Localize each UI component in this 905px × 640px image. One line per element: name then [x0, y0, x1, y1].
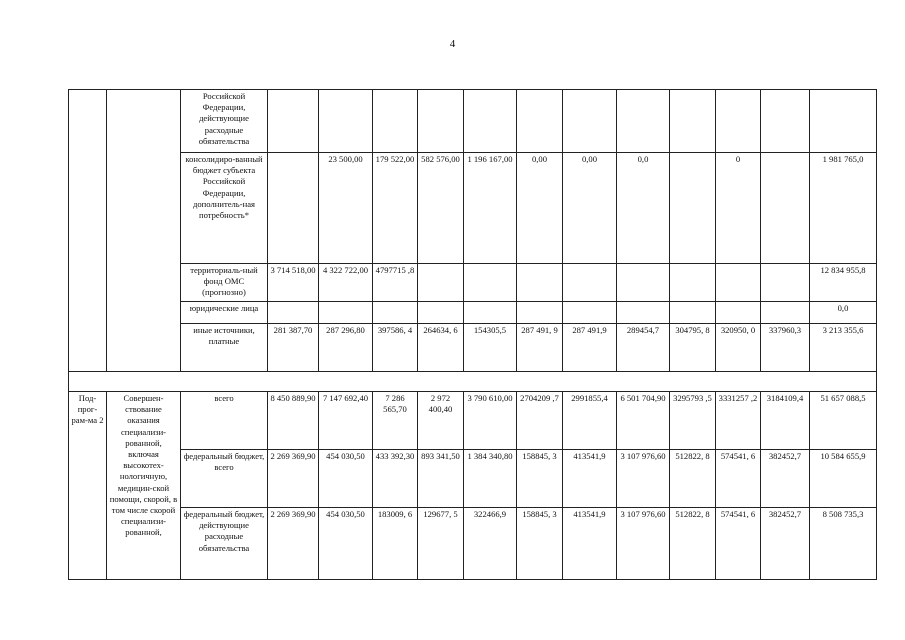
value-cell: 582 576,00 [418, 153, 464, 264]
subprogram-code: Под-прог-рам-ма 2 [69, 392, 107, 580]
table-row [69, 153, 877, 264]
funding-source-label: иные источники, платные [181, 324, 268, 372]
value-cell: 179 522,00 [373, 153, 418, 264]
value-cell [517, 90, 563, 153]
value-cell: 0,0 [617, 153, 670, 264]
value-cell [617, 302, 670, 324]
value-cell: 320950, 0 [716, 324, 761, 372]
value-cell: 893 341,50 [418, 450, 464, 508]
value-cell: 574541, 6 [716, 508, 761, 580]
value-cell: 413541,9 [563, 450, 617, 508]
value-cell: 3 213 355,6 [810, 324, 877, 372]
value-cell: 454 030,50 [319, 450, 373, 508]
value-cell: 1 196 167,00 [464, 153, 517, 264]
budget-table [68, 89, 877, 580]
value-cell [670, 153, 716, 264]
table-row [69, 264, 877, 302]
funding-source-label: территориаль-ный фонд ОМС (прогнозно) [181, 264, 268, 302]
value-cell [418, 90, 464, 153]
subprogram-code-cell [69, 90, 107, 372]
value-cell: 2 972 400,40 [418, 392, 464, 450]
table-row [69, 302, 877, 324]
value-cell [517, 302, 563, 324]
table-row [69, 450, 877, 508]
value-cell: 287 296,80 [319, 324, 373, 372]
value-cell [319, 90, 373, 153]
value-cell: 322466,9 [464, 508, 517, 580]
value-cell: 8 508 735,3 [810, 508, 877, 580]
subprogram-name: Совершен-ствование оказания специализи-рованной, включая высокотех-нологичную, медицин-ской помощи, скорой, в том числе скорой специализи-рованной, [107, 392, 181, 580]
value-cell: 2704209 ,7 [517, 392, 563, 450]
value-cell [373, 90, 418, 153]
table-row [69, 324, 877, 372]
value-cell: 183009, 6 [373, 508, 418, 580]
value-cell: 4797715 ,8 [373, 264, 418, 302]
value-cell [670, 302, 716, 324]
value-cell: 304795, 8 [670, 324, 716, 372]
value-cell [716, 90, 761, 153]
value-cell: 2 269 369,90 [268, 450, 319, 508]
value-cell [617, 90, 670, 153]
value-cell: 158845, 3 [517, 450, 563, 508]
value-cell [670, 90, 716, 153]
value-cell: 158845, 3 [517, 508, 563, 580]
value-cell [563, 302, 617, 324]
value-cell: 23 500,00 [319, 153, 373, 264]
table-row [69, 392, 877, 450]
value-cell [268, 153, 319, 264]
value-cell: 287 491,9 [563, 324, 617, 372]
value-cell: 51 657 088,5 [810, 392, 877, 450]
value-cell: 7 147 692,40 [319, 392, 373, 450]
value-cell [563, 264, 617, 302]
table-row [69, 90, 877, 153]
value-cell: 397586, 4 [373, 324, 418, 372]
value-cell [761, 153, 810, 264]
value-cell [319, 302, 373, 324]
value-cell: 0,00 [517, 153, 563, 264]
table-row [69, 508, 877, 580]
value-cell [373, 302, 418, 324]
funding-source-label: федеральный бюджет, действующие расходные обязательства [181, 508, 268, 580]
value-cell: 2991855,4 [563, 392, 617, 450]
value-cell: 12 834 955,8 [810, 264, 877, 302]
value-cell: 512822, 8 [670, 450, 716, 508]
subprogram-name-cell [107, 90, 181, 372]
value-cell [716, 264, 761, 302]
value-cell: 2 269 369,90 [268, 508, 319, 580]
value-cell [464, 302, 517, 324]
value-cell [670, 264, 716, 302]
value-cell: 7 286 565,70 [373, 392, 418, 450]
value-cell: 6 501 704,90 [617, 392, 670, 450]
value-cell: 413541,9 [563, 508, 617, 580]
value-cell: 3 107 976,60 [617, 450, 670, 508]
value-cell: 3295793 ,5 [670, 392, 716, 450]
value-cell: 10 584 655,9 [810, 450, 877, 508]
value-cell: 289454,7 [617, 324, 670, 372]
value-cell: 3 714 518,00 [268, 264, 319, 302]
value-cell: 287 491, 9 [517, 324, 563, 372]
value-cell [761, 302, 810, 324]
value-cell: 8 450 889,90 [268, 392, 319, 450]
value-cell: 129677, 5 [418, 508, 464, 580]
value-cell [761, 264, 810, 302]
spacer-row [69, 372, 877, 392]
value-cell [418, 302, 464, 324]
funding-source-label: юридические лица [181, 302, 268, 324]
page-number: 4 [449, 38, 456, 50]
value-cell: 382452,7 [761, 450, 810, 508]
value-cell: 3184109,4 [761, 392, 810, 450]
value-cell: 0,00 [563, 153, 617, 264]
value-cell: 281 387,70 [268, 324, 319, 372]
funding-source-label: всего [181, 392, 268, 450]
value-cell: 574541, 6 [716, 450, 761, 508]
value-cell [810, 90, 877, 153]
value-cell [268, 90, 319, 153]
value-cell: 3 790 610,00 [464, 392, 517, 450]
funding-source-label: Российской Федерации, действующие расходные обязательства [181, 90, 268, 153]
value-cell [761, 90, 810, 153]
value-cell: 1 384 340,80 [464, 450, 517, 508]
value-cell [464, 90, 517, 153]
value-cell [617, 264, 670, 302]
value-cell [563, 90, 617, 153]
value-cell: 3 107 976,60 [617, 508, 670, 580]
value-cell [418, 264, 464, 302]
value-cell: 264634, 6 [418, 324, 464, 372]
value-cell [268, 302, 319, 324]
funding-source-label: федеральный бюджет, всего [181, 450, 268, 508]
value-cell: 4 322 722,00 [319, 264, 373, 302]
value-cell [517, 264, 563, 302]
funding-source-label: консолидиро-ванный бюджет субъекта Российской Федерации, дополнитель-ная потребность* [181, 153, 268, 264]
value-cell [716, 302, 761, 324]
value-cell: 433 392,30 [373, 450, 418, 508]
value-cell: 454 030,50 [319, 508, 373, 580]
value-cell: 382452,7 [761, 508, 810, 580]
value-cell: 512822, 8 [670, 508, 716, 580]
spacer-cell [69, 372, 877, 392]
value-cell: 0 [716, 153, 761, 264]
value-cell: 3331257 ,2 [716, 392, 761, 450]
value-cell: 1 981 765,0 [810, 153, 877, 264]
value-cell [464, 264, 517, 302]
value-cell: 337960,3 [761, 324, 810, 372]
value-cell: 154305,5 [464, 324, 517, 372]
value-cell: 0,0 [810, 302, 877, 324]
